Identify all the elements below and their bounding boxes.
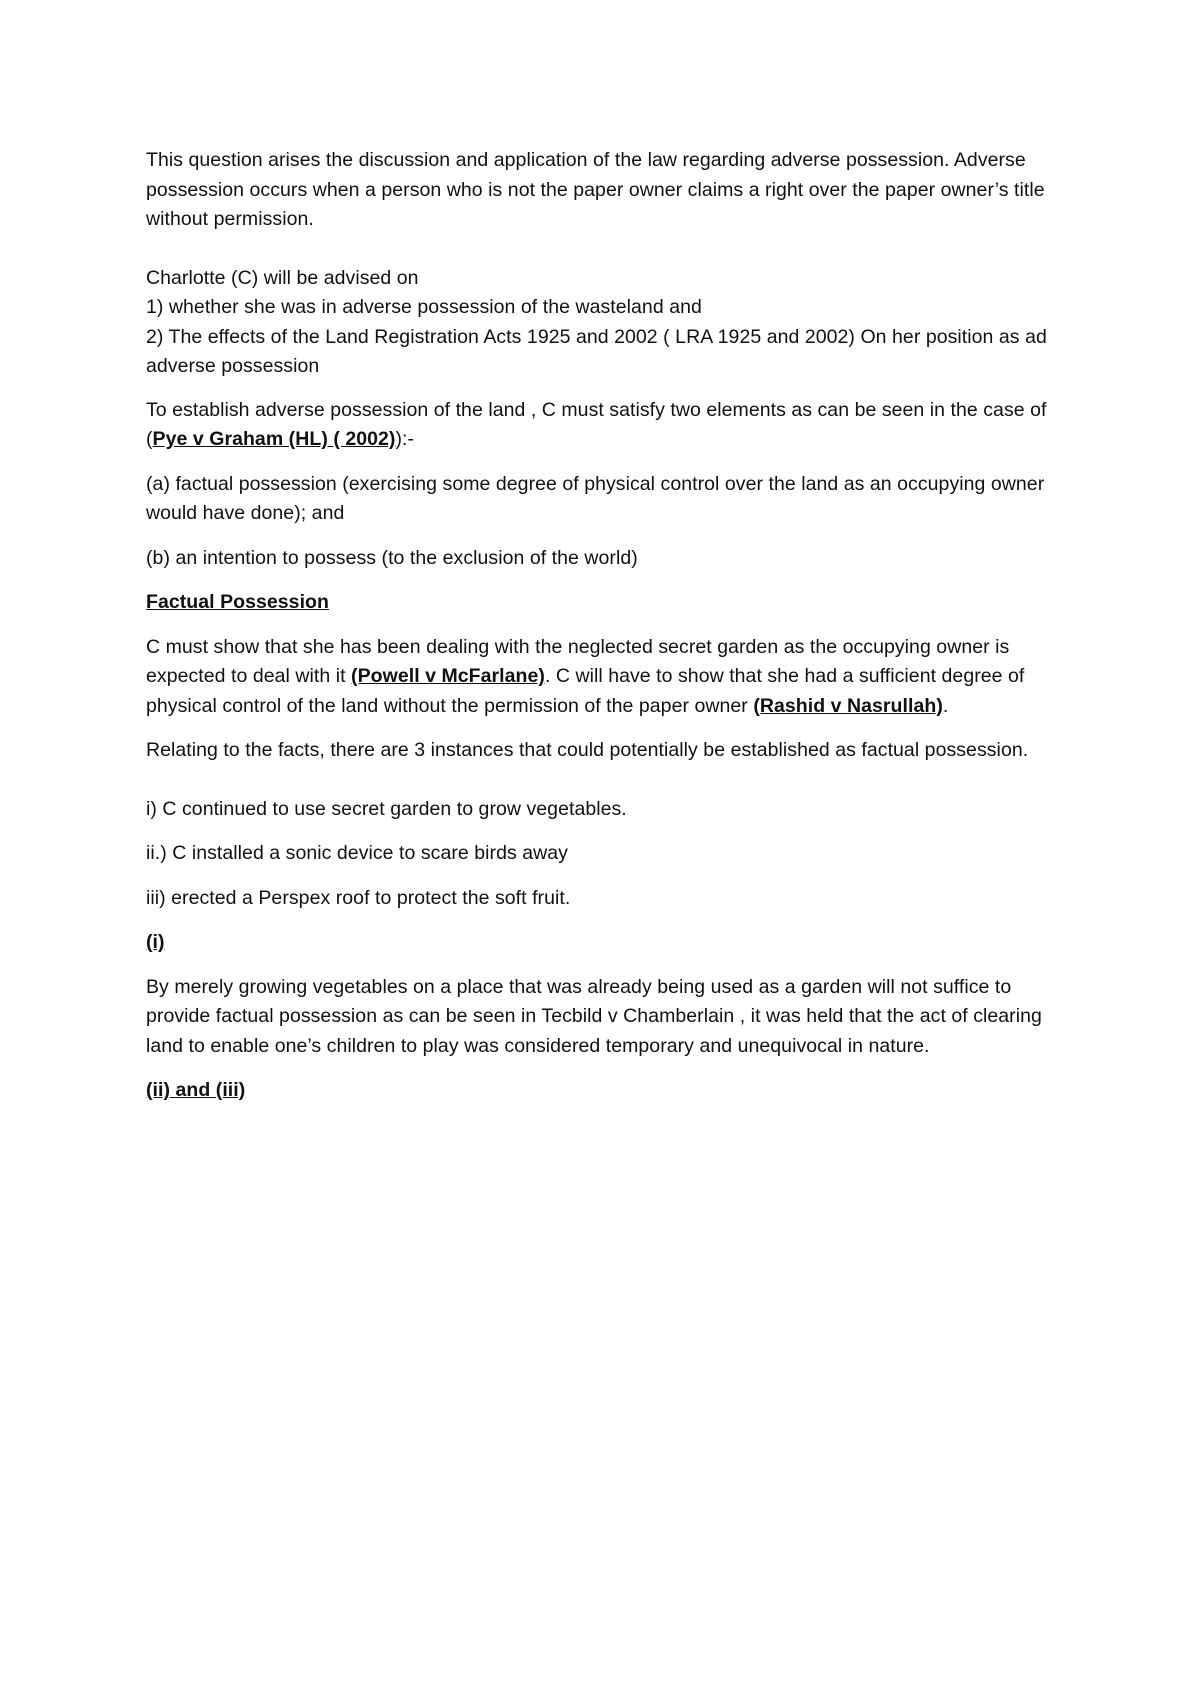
heading-ii-and-iii: (ii) and (iii) bbox=[146, 1079, 246, 1101]
advice-point-2: 2) The effects of the Land Registration Acts 1925 and 2002 ( LRA 1925 and 2002) On her position as ad adverse possession bbox=[146, 325, 1047, 377]
advice-point-1: 1) whether she was in adverse possession of the wasteland and bbox=[146, 296, 702, 318]
factual-text-1: C must show that she has been dealing with the neglected secret garden as the occupying owner is expected to deal with it bbox=[146, 635, 1010, 687]
factual-possession-heading: Factual Possession bbox=[146, 591, 329, 613]
case-pye-v-graham: Pye v Graham (HL) ( 2002) bbox=[152, 428, 396, 450]
advice-lead: Charlotte (C) will be advised on bbox=[146, 266, 419, 289]
relating-paragraph: Relating to the facts, there are 3 instances that could potentially be established as factual possession. bbox=[146, 739, 1029, 761]
element-a-paragraph: (a) factual possession (exercising some degree of physical control over the land as an occupying owner would have done); and bbox=[146, 472, 1045, 524]
factual-paragraph bbox=[146, 633, 1076, 722]
instance-item: iii) erected a Perspex roof to protect the soft fruit. bbox=[146, 886, 571, 909]
case-powell-v-mcfarlane: (Powell v McFarlane) bbox=[351, 665, 545, 687]
instance-item: i) C continued to use secret garden to grow vegetables. bbox=[146, 797, 627, 820]
heading-i: (i) bbox=[146, 931, 165, 953]
element-b-paragraph: (b) an intention to possess (to the exclusion of the world) bbox=[146, 546, 638, 569]
establish-text: To establish adverse possession of the land , C must satisfy two elements as can be seen in the case of ( bbox=[146, 398, 1047, 450]
establish-suffix: ):- bbox=[395, 428, 415, 450]
paragraph-i: By merely growing vegetables on a place that was already being used as a garden will not suffice to provide factual possession as can be seen in Tecbild v Chamberlain , it was held that the act of clearing land to enable one’s children to play was considered temporary and unequivocal in nature. bbox=[146, 975, 1042, 1057]
factual-text-3: . bbox=[942, 694, 949, 717]
factual-text-2: . C will have to show that she had a sufficient degree of physical control of the land without the permission of the paper owner bbox=[146, 665, 1025, 717]
case-rashid-v-nasrullah: (Rashid v Nasrullah) bbox=[753, 694, 943, 717]
document-body bbox=[146, 146, 1076, 1121]
establish-paragraph bbox=[146, 396, 1076, 455]
intro-paragraph: This question arises the discussion and application of the law regarding adverse possession. Adverse possession occurs when a person who is not the paper owner claims a right over the paper owner’s title without permission. bbox=[146, 149, 1045, 230]
instance-item: ii.) C installed a sonic device to scare birds away bbox=[146, 842, 568, 864]
advice-paragraph bbox=[146, 264, 1076, 382]
